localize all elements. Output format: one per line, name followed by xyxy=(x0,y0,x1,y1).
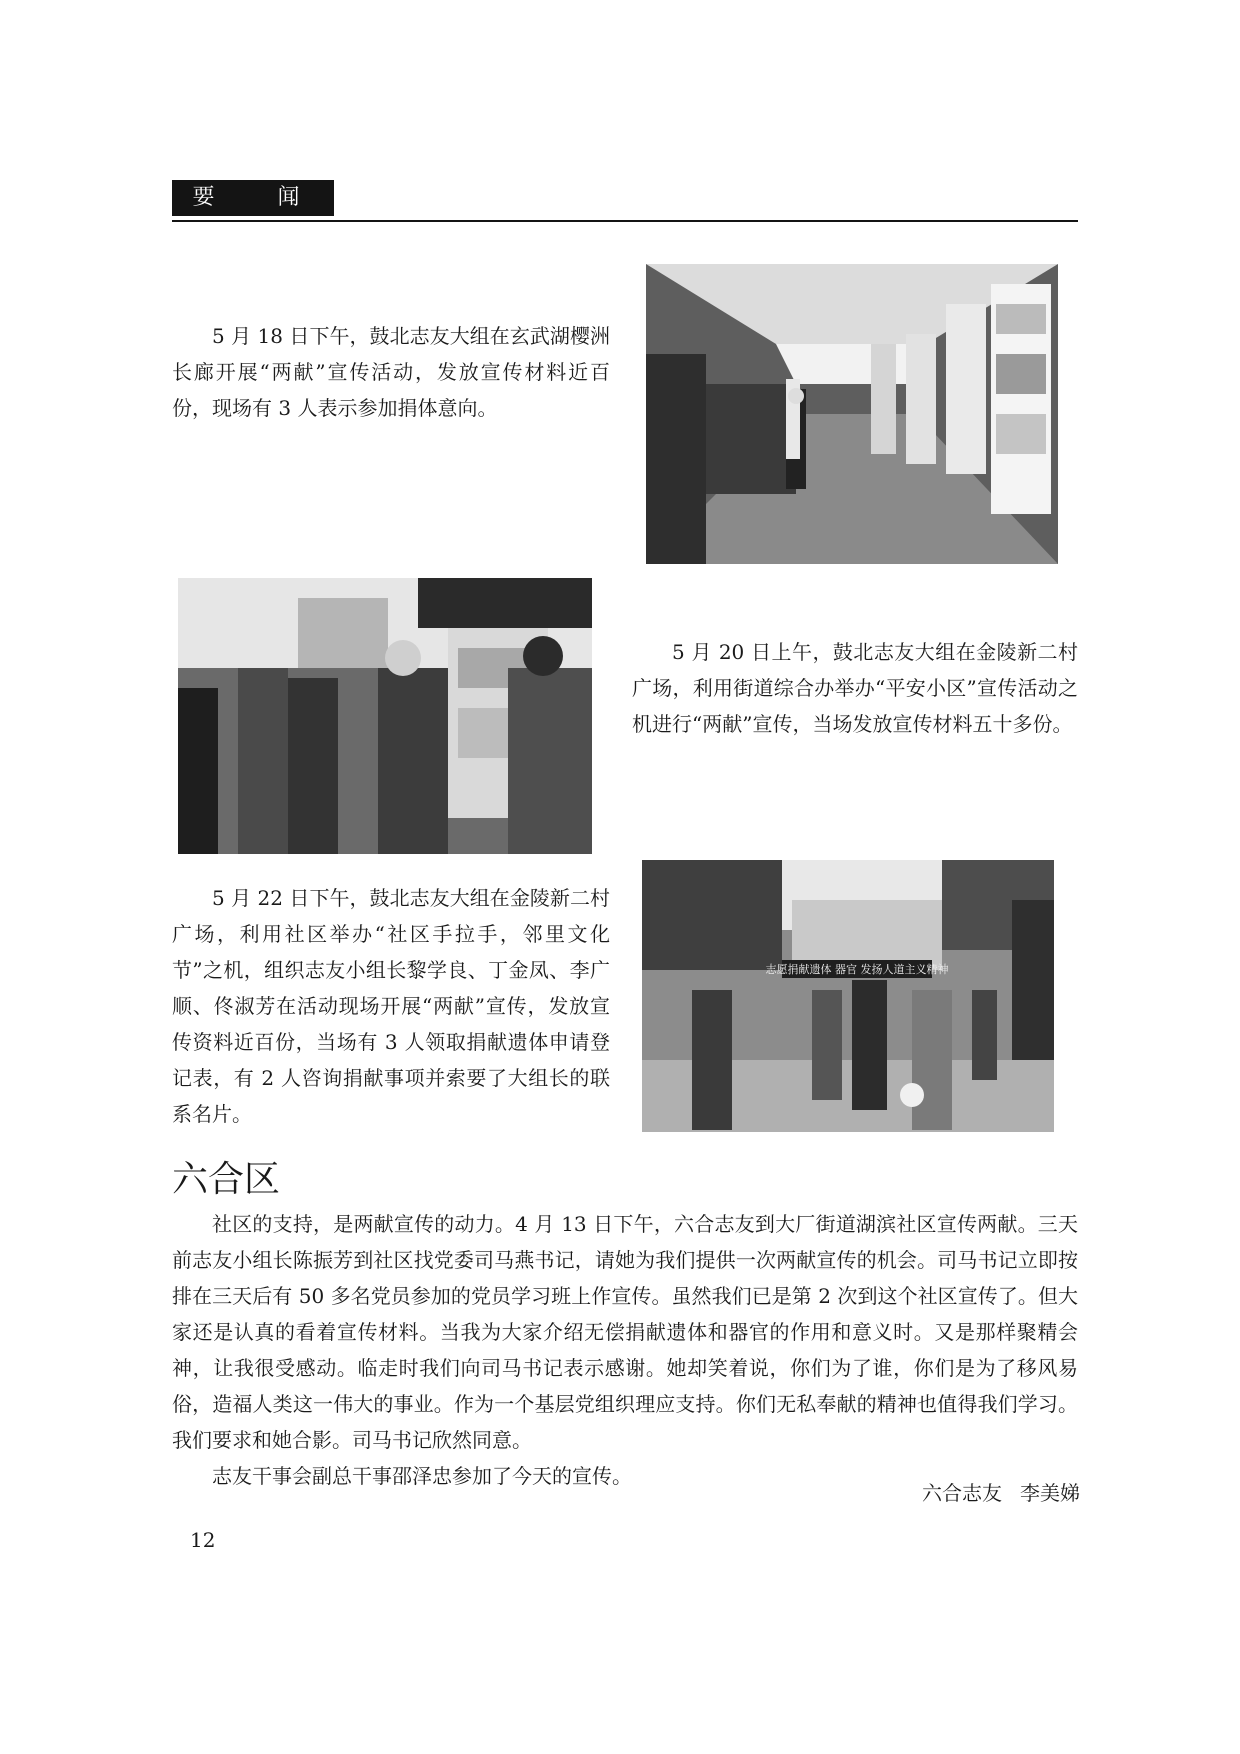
news-paragraph-3: 5 月 22 日下午，鼓北志友大组在金陵新二村广场，利用社区举办“社区手拉手，邻里文化节”之机，组织志友小组长黎学良、丁金凤、李广顺、佟淑芳在活动现场开展“两献”宣传，发放宣传资料近百份，当场有 3 人领取捐献遗体申请登记表，有 2 人咨询捐献事项并索要了大组长的联系名片。 xyxy=(172,886,610,1126)
header-rule xyxy=(172,220,1078,222)
square-photo-icon xyxy=(178,578,592,854)
section-header-tab: 要 闻 xyxy=(172,180,334,216)
banner-text: 志愿捐献遗体 器官 发扬人道主义精神 xyxy=(765,963,949,976)
photo-square xyxy=(178,578,592,854)
page-number: 12 xyxy=(190,1528,216,1552)
corridor-photo-icon xyxy=(646,264,1058,564)
section-title: 六合区 xyxy=(172,1159,281,1200)
news-paragraph-1: 5 月 18 日下午，鼓北志友大组在玄武湖樱洲长廊开展“两献”宣传活动，发放宣传材料近百份，现场有 3 人表示参加捐体意向。 xyxy=(172,324,610,420)
news-paragraph-2: 5 月 20 日上午，鼓北志友大组在金陵新二村广场，利用街道综合办举办“平安小区”宣传活动之机进行“两献”宣传，当场发放宣传材料五十多份。 xyxy=(632,640,1078,736)
section-paragraph-1: 社区的支持，是两献宣传的动力。4 月 13 日下午，六合志友到大厂街道湖滨社区宣传两献。三天前志友小组长陈振芳到社区找党委司马燕书记，请她为我们提供一次两献宣传的机会。司马书记立即按排在三天后有 50 多名党员参加的党员学习班上作宣传。虽然我们已是第 2 次到这个社区宣传了。但大家还是认真的看着宣传材料。当我为大家介绍无偿捐献遗体和器官的作用和意义时。又是那样聚精会神，让我很受感动。临走时我们向司马书记表示感谢。她却笑着说，你们为了谁，你们是为了移风易俗，造福人类这一伟大的事业。作为一个基层党组织理应支持。你们无私奉献的精神也值得我们学习。我们要求和她合影。司马书记欣然同意。 xyxy=(172,1212,1078,1452)
signature xyxy=(922,1478,1080,1508)
banner-photo-icon xyxy=(642,860,1054,1132)
section-paragraph-2: 志友干事会副总干事邵泽忠参加了今天的宣传。 xyxy=(212,1464,632,1488)
photo-banner-event xyxy=(642,860,1054,1132)
signature-org: 六合志友 xyxy=(922,1481,1002,1505)
photo-corridor xyxy=(646,264,1058,564)
signature-name: 李美娣 xyxy=(1020,1481,1080,1505)
